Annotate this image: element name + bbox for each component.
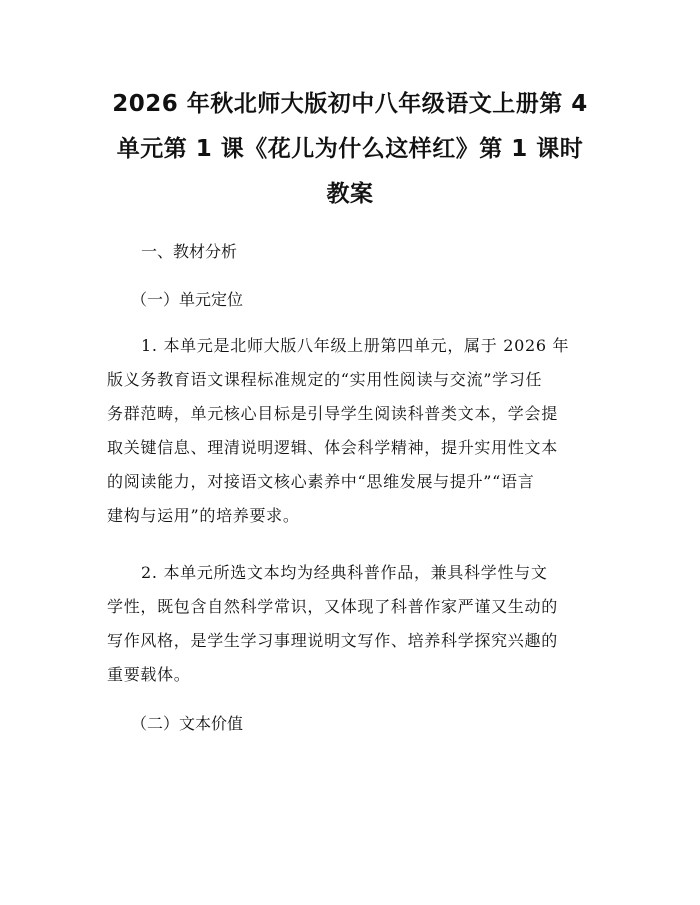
section-heading-textbook-analysis: 一、教材分析 (141, 242, 238, 261)
paragraph-line: 的阅读能力，对接语文核心素养中“思维发展与提升”“语言 (107, 472, 535, 491)
paragraph-line: 写作风格，是学生学习事理说明文写作、培养科学探究兴趣的 (107, 631, 558, 650)
document-title (100, 82, 600, 217)
paragraph-line: 2. 本单元所选文本均为经典科普作品，兼具科学性与文 (141, 563, 548, 582)
subsection-heading-text-value: （二）文本价值 (131, 714, 244, 733)
paragraph-line: 学性，既包含自然科学常识，又体现了科普作家严谨又生动的 (107, 597, 558, 616)
paragraph-line: 版义务教育语文课程标准规定的“实用性阅读与交流”学习任 (107, 370, 543, 389)
title-line: 单元第 1 课《花儿为什么这样红》第 1 课时 (116, 136, 584, 162)
paragraph-line: 务群范畴，单元核心目标是引导学生阅读科普类文本，学会提 (107, 404, 558, 423)
paragraph-line: 取关键信息、理清说明逻辑、体会科学精神，提升实用性文本 (107, 438, 558, 457)
paragraph-unit-position-1 (107, 329, 599, 533)
title-line: 教案 (326, 181, 374, 207)
paragraph-unit-position-2 (107, 556, 599, 692)
title-line: 2026 年秋北师大版初中八年级语文上册第 4 (112, 91, 588, 117)
paragraph-line: 1. 本单元是北师大版八年级上册第四单元，属于 2026 年 (141, 336, 570, 355)
paragraph-line: 建构与运用”的培养要求。 (107, 506, 300, 525)
paragraph-line: 重要载体。 (107, 665, 191, 684)
subsection-heading-unit-position: （一）单元定位 (131, 290, 244, 309)
